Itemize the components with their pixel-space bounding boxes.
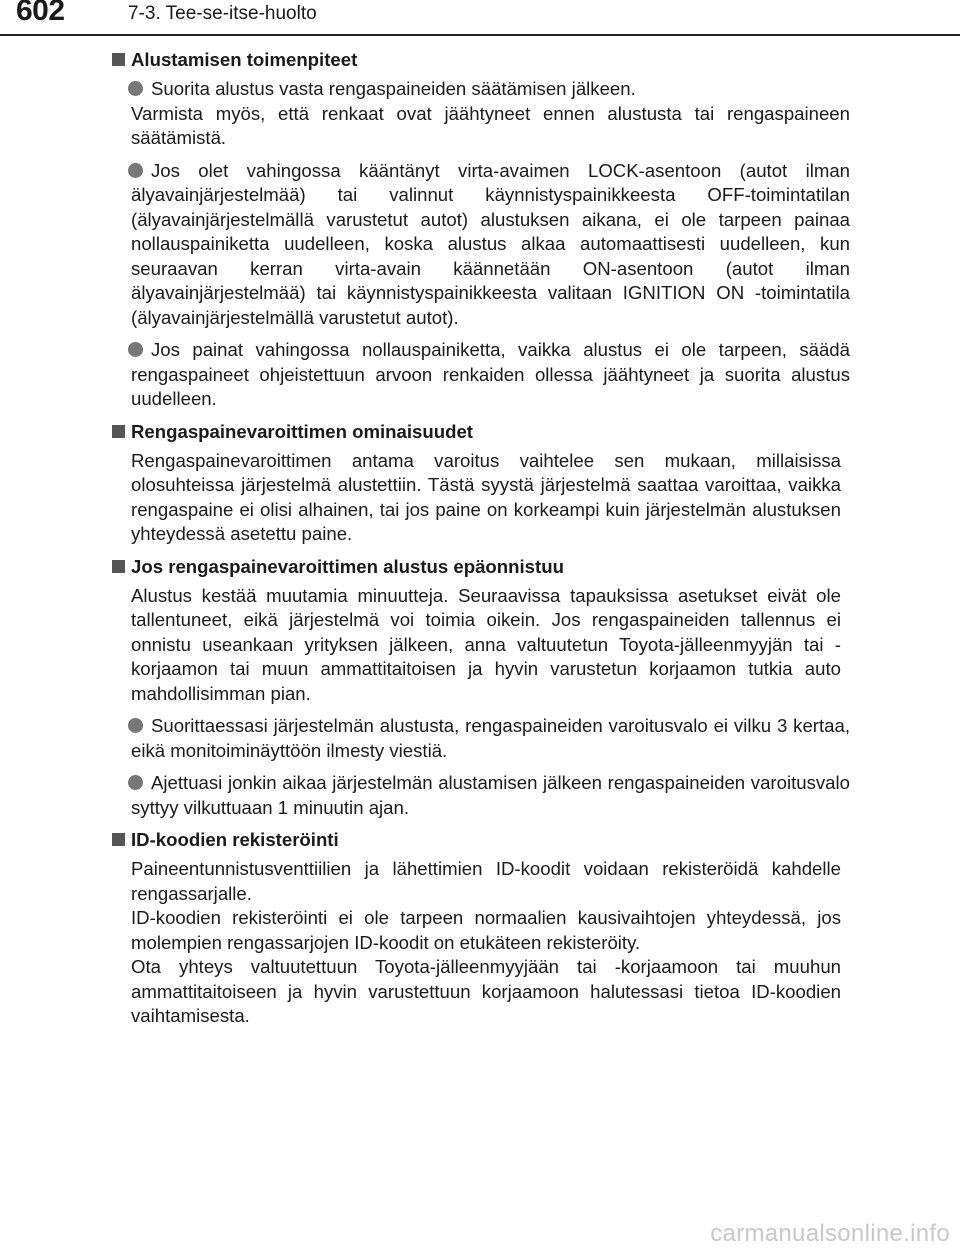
section-heading: [0, 828, 960, 854]
section-alustus-epaonnistuu: [0, 555, 960, 821]
list-item: [0, 338, 850, 412]
section-title: 7-3. Tee-se-itse-huolto: [128, 3, 317, 24]
square-bullet-icon: [112, 833, 125, 846]
section-id-koodien-rekisterointi: [0, 828, 960, 1029]
round-bullet-icon: [128, 342, 143, 357]
section-heading-text: Jos rengaspainevaroittimen alustus epäonnistuu: [131, 555, 564, 577]
section-heading: [0, 48, 960, 74]
round-bullet-icon: [128, 775, 143, 790]
section-alustamisen-toimenpiteet: [0, 48, 960, 412]
header-divider: [0, 34, 960, 36]
paragraph-text: Paineentunnistusventtiilien ja lähettimien ID-koodit voidaan rekisteröidä kahdelle rengassarjalle.: [131, 858, 841, 904]
paragraph: [0, 449, 841, 547]
list-item-text: Suorita alustus vasta rengaspaineiden säätämisen jälkeen.: [151, 78, 636, 99]
round-bullet-icon: [128, 718, 143, 733]
paragraph-text: Rengaspainevaroittimen antama varoitus vaihtelee sen mukaan, millaisissa olosuhteissa järjestelmä alustettiin. Tästä syystä järjestelmä saattaa varoittaa, vaikka rengaspaine ei olisi alhainen, tai jos paine on korkeampi kuin järjestelmän alustuksen yhteydessä asetettu paine.: [131, 449, 841, 544]
section-heading-text: Rengaspainevaroittimen ominaisuudet: [131, 420, 473, 442]
section-heading: [0, 420, 960, 446]
paragraph-text: ID-koodien rekisteröinti ei ole tarpeen normaalien kausivaihtojen yhteydessä, jos molempien rengassarjojen ID-koodit on etukäteen rekisteröity.: [131, 907, 841, 953]
section-heading-text: Alustamisen toimenpiteet: [131, 49, 358, 70]
round-bullet-icon: [128, 81, 143, 96]
page-header: [0, 0, 960, 36]
paragraph: [0, 584, 841, 707]
list-item: [0, 77, 850, 151]
section-heading-text: ID-koodien rekisteröinti: [131, 829, 339, 850]
paragraph-text: Alustus kestää muutamia minuutteja. Seuraavissa tapauksissa asetukset eivät ole tallentuneet, eikä järjestelmä voi toimia oikein. Jos rengaspaineiden tallennus ei onnistu useankaan yrityksen jälkeen, anna valtuutetun Toyota-jälleenmyyjän tai -korjaamon tai muun ammattitaitoisen ja hyvin varustetun korjaamon tutkia auto mahdollisimman pian.: [131, 584, 841, 704]
list-item-text: Ajettuasi jonkin aikaa järjestelmän alustamisen jälkeen rengaspaineiden varoitusvalo syttyy vilkuttuaan 1 minuutin ajan.: [131, 772, 850, 818]
round-bullet-icon: [128, 163, 143, 178]
paragraph: [0, 857, 841, 1029]
paragraph-text: Ota yhteys valtuutettuun Toyota-jälleenmyyjään tai -korjaamoon tai muuhun ammattitaitoiseen ja hyvin varustettuun korjaamoon halutessasi tietoa ID-koodien vaihtamisesta.: [131, 956, 841, 1026]
page-number: 602: [16, 0, 65, 27]
list-item-text: Jos painat vahingossa nollauspainiketta, vaikka alustus ei ole tarpeen, säädä rengaspaineet ohjeistettuun arvoon renkaiden ollessa jäähtyneet ja suorita alustus uudelleen.: [131, 339, 850, 409]
section-heading: [0, 555, 960, 581]
watermark: carmanualsonline.info: [710, 1220, 950, 1247]
list-item: [0, 159, 850, 331]
list-item: [0, 771, 850, 820]
list-item-text: Jos olet vahingossa kääntänyt virta-avaimen LOCK-asentoon (autot ilman älyavainjärjestelmää) tai valinnut käynnistyspainikkeesta OFF-toimintatilan (älyavainjärjestelmällä varustetut autot) alustuksen aikana, ei ole tarpeen painaa nollauspainiketta uudelleen, koska alustus alkaa automaattisesti uudelleen, kun seuraavan kerran virta-avain käännetään ON-asentoon (autot ilman älyavainjärjestelmää) tai käynnistyspainikkeesta valitaan IGNITION ON -toimintatila (älyavainjärjestelmällä varustetut autot).: [131, 159, 850, 328]
square-bullet-icon: [112, 560, 125, 573]
page-content: [0, 41, 960, 1037]
list-item-text: Suorittaessasi järjestelmän alustusta, rengaspaineiden varoitusvalo ei vilku 3 kertaa, eikä monitoiminäyttöön ilmesty viestiä.: [131, 715, 850, 761]
square-bullet-icon: [112, 53, 125, 66]
square-bullet-icon: [112, 425, 125, 438]
list-item-text: Varmista myös, että renkaat ovat jäähtyneet ennen alustusta tai rengaspaineen säätämistä.: [131, 102, 850, 148]
section-rengaspainevaroittimen-ominaisuudet: [0, 420, 960, 547]
list-item: [0, 714, 850, 763]
